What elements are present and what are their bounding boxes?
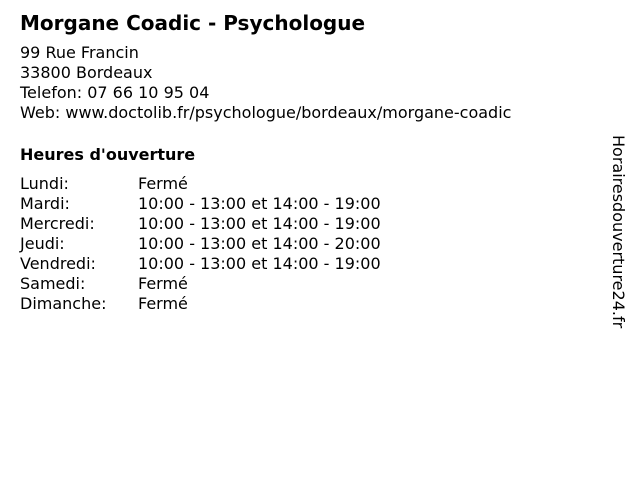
hours-time-value: Fermé — [138, 274, 188, 293]
hours-time-value: Fermé — [138, 174, 188, 193]
hours-day-label: Vendredi: — [20, 254, 96, 273]
hours-day-label: Dimanche: — [20, 294, 107, 313]
hours-table — [20, 174, 381, 314]
hours-row-dimanche — [20, 294, 381, 314]
hours-row-vendredi — [20, 254, 381, 274]
hours-day-label: Samedi: — [20, 274, 86, 293]
site-watermark: Horairesdouverture24.fr — [609, 135, 628, 329]
hours-row-jeudi — [20, 234, 381, 254]
city-postal: 33800 Bordeaux — [20, 63, 153, 82]
hours-time-value: 10:00 - 13:00 et 14:00 - 19:00 — [138, 214, 381, 233]
hours-row-lundi — [20, 174, 381, 194]
website-url: Web: www.doctolib.fr/psychologue/bordeaux/morgane-coadic — [20, 103, 512, 122]
hours-time-value: 10:00 - 13:00 et 14:00 - 19:00 — [138, 254, 381, 273]
hours-day-label: Mardi: — [20, 194, 70, 213]
hours-day-label: Lundi: — [20, 174, 69, 193]
hours-day-label: Mercredi: — [20, 214, 95, 233]
phone-number: Telefon: 07 66 10 95 04 — [20, 83, 210, 102]
address-block — [20, 43, 511, 123]
hours-heading: Heures d'ouverture — [20, 145, 196, 164]
hours-time-value: 10:00 - 13:00 et 14:00 - 20:00 — [138, 234, 381, 253]
hours-row-mardi — [20, 194, 381, 214]
business-title: Morgane Coadic - Psychologue — [20, 11, 366, 35]
hours-time-value: 10:00 - 13:00 et 14:00 - 19:00 — [138, 194, 381, 213]
street-address: 99 Rue Francin — [20, 43, 139, 62]
hours-row-mercredi — [20, 214, 381, 234]
hours-day-label: Jeudi: — [20, 234, 65, 253]
hours-time-value: Fermé — [138, 294, 188, 313]
hours-row-samedi — [20, 274, 381, 294]
